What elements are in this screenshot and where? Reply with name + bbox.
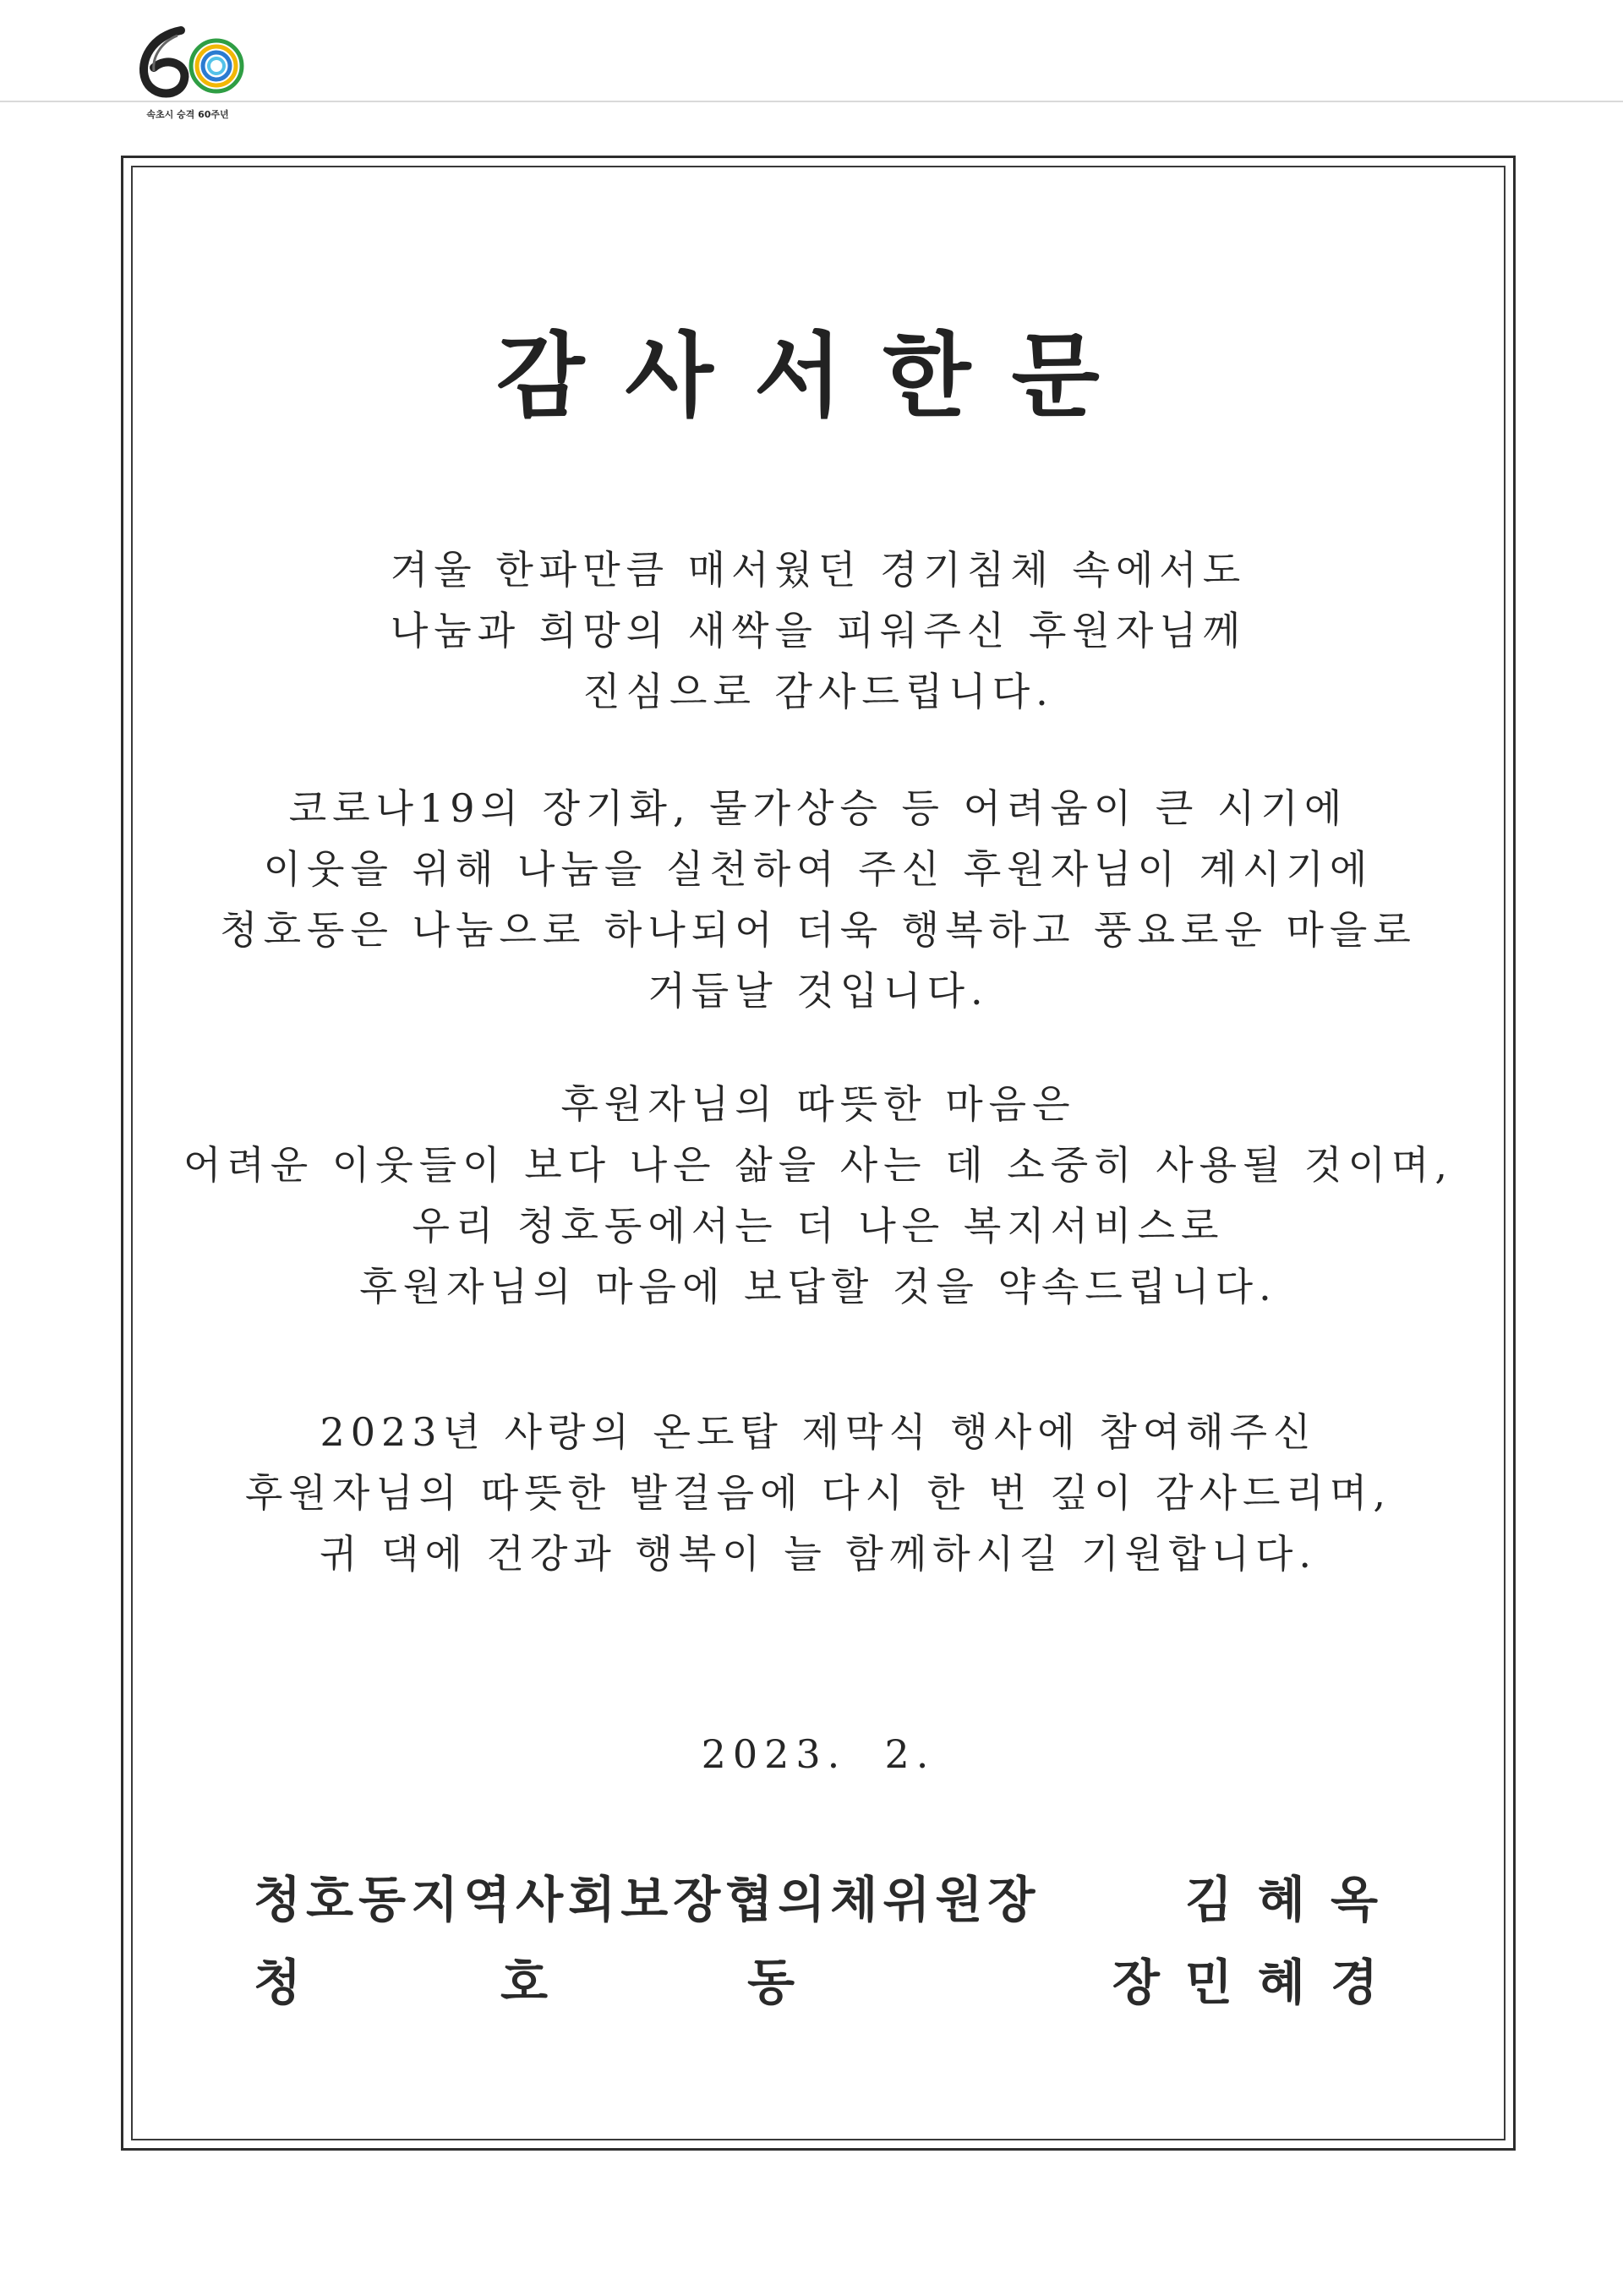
paragraph-2 (131, 778, 1506, 1021)
paragraph-line: 청호동은 나눔으로 하나되어 더욱 행복하고 풍요로운 마을로 (220, 907, 1417, 953)
paragraph-line: 겨울 한파만큼 매서웠던 경기침체 속에서도 (390, 547, 1247, 593)
signature-org-char: 동 (746, 1954, 795, 2011)
paragraph-line: 거듭날 것입니다. (648, 968, 989, 1014)
paragraph-line: 우리 청호동에서는 더 나은 복지서비스로 (412, 1203, 1225, 1249)
signature-dong-head (254, 1949, 1403, 2016)
paragraph-line: 후원자님의 따뜻한 마음은 (560, 1081, 1076, 1127)
signature-name: 김혜옥 (1184, 1871, 1403, 1928)
paragraph-1 (131, 539, 1506, 722)
paragraph-line: 진심으로 감사드립니다. (582, 669, 1054, 714)
paragraph-line: 이웃을 위해 나눔을 실천하여 주신 후원자님이 계시기에 (263, 846, 1374, 892)
signature-name: 장민혜경 (1112, 1954, 1403, 2011)
paragraph-line: 나눔과 희망의 새싹을 피워주신 후원자님께 (390, 608, 1247, 653)
signature-org: 청호동지역사회보장협의체위원장 (254, 1871, 1041, 1928)
signature-chairperson (254, 1866, 1403, 1933)
city-60th-anniversary-logo (128, 24, 247, 122)
document-date: 2023. 2. (701, 1731, 936, 1777)
paragraph-line: 귀 댁에 건강과 행복이 늘 함께하시길 기원합니다. (319, 1531, 1318, 1577)
document-title: 감사서한문 (496, 323, 1140, 429)
paragraph-line: 후원자님의 따뜻한 발걸음에 다시 한 번 깊이 감사드리며, (244, 1470, 1391, 1516)
paragraph-4 (131, 1402, 1506, 1584)
logo-caption: 속초시 승격 60주년 (146, 109, 229, 120)
paragraph-line: 어려운 이웃들이 보다 나은 삶을 사는 데 소중히 사용될 것이며, (183, 1142, 1454, 1188)
signature-org-char: 청 (254, 1954, 302, 2011)
paragraph-line: 2023년 사랑의 온도탑 제막식 행사에 참여해주신 (320, 1409, 1317, 1455)
paragraph-line: 코로나19의 장기화, 물가상승 등 어려움이 큰 시기에 (288, 785, 1348, 831)
paragraph-3 (131, 1074, 1506, 1317)
signature-org-char: 호 (500, 1954, 549, 2011)
signature-org (254, 1949, 795, 2016)
paragraph-line: 후원자님의 마음에 보답할 것을 약속드립니다. (359, 1264, 1277, 1309)
anniversary-60-emblem-icon (128, 24, 247, 105)
